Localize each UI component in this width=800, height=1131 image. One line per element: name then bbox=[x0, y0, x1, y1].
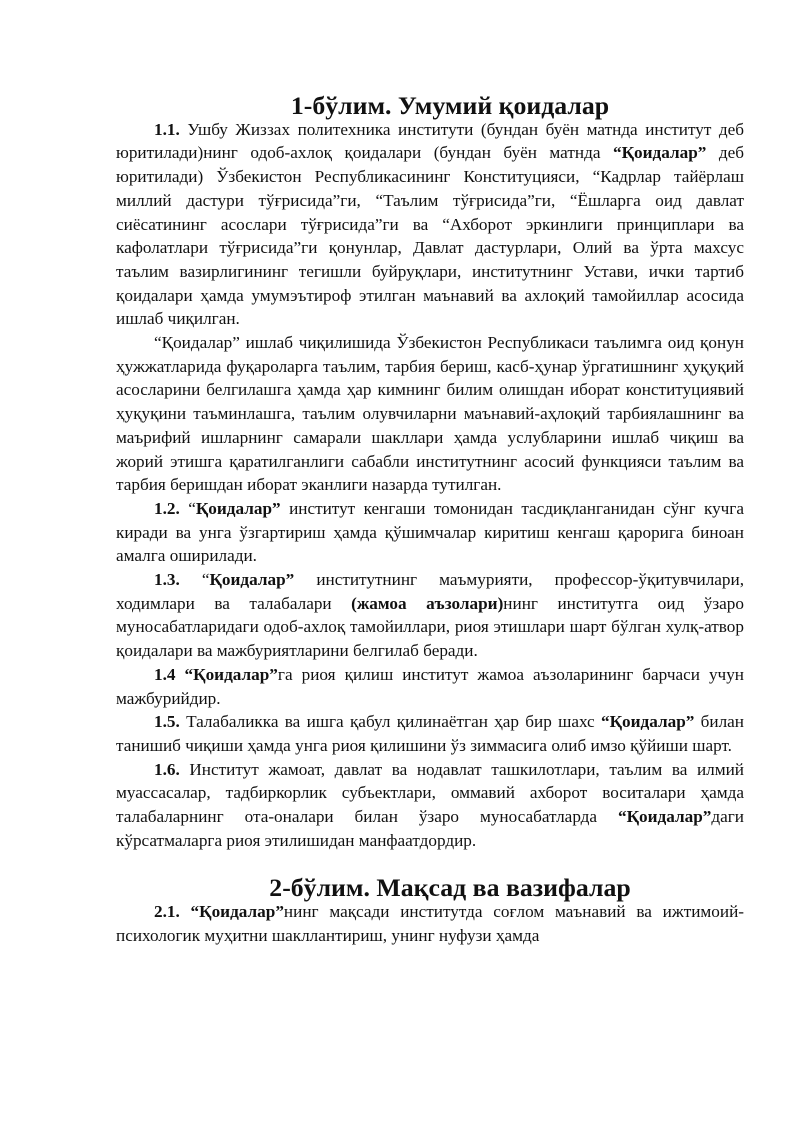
bold-text-segment: 1.4 “Қоидалар” bbox=[154, 664, 278, 684]
section-1-heading: 1-бўлим. Умумий қоидалар bbox=[290, 91, 610, 120]
text-segment: Институт жамоат, давлат ва нодавлат ташкилотлари, таълим ва илмий муассасалар, тадбиркорлик субъектлари, оммавий ахборот воситалари ҳамда талабаларнинг ота-оналари билан ўзаро муносабатларда bbox=[116, 759, 744, 827]
text-segment: билан танишиб чиқиши ҳамда унга риоя қилишини ўз зиммасига олиб имзо қўйиши шарт. bbox=[116, 712, 744, 755]
bold-text-segment: “Қоидалар” bbox=[617, 807, 712, 827]
text-segment: институт кенгаши томонидан тасдиқланганидан сўнг кучга киради ва унга ўзгартириш ҳамда қўшимчалар киритиш кенгаш қарорига биноан амалга оширилади. bbox=[116, 498, 744, 566]
text-segment: Талабаликка ва ишга қабул қилинаётган ҳар бир шахс bbox=[179, 712, 601, 732]
bold-text-segment: 1.5. bbox=[154, 712, 180, 732]
document-page bbox=[116, 91, 744, 947]
paragraph-1-3 bbox=[116, 568, 744, 663]
paragraph-1-4 bbox=[116, 663, 744, 710]
bold-text-segment: 1.3. bbox=[154, 570, 180, 590]
paragraph-1-2 bbox=[116, 497, 744, 568]
text-segment: институтнинг маъмурияти, профессор-ўқитувчилари, ходимлари ва талабалари bbox=[116, 570, 744, 613]
section-2-heading: 2-бўлим. Мақсад ва вазифалар bbox=[269, 873, 631, 903]
text-segment: деб юритилади) Ўзбекистон Республикасининг Конституцияси, “Кадрлар тайёрлаш миллий дастури тўғрисида”ги, “Таълим тўғрисида”ги, “Ёшларга оид давлат сиёсатининг асослари тўғрисида”ги ва “Ахборот эркинлиги принциплари ва кафолатлари тўғрисида”ги қонунлар, Давлат дастурлари, Олий ва ўрта махсус таълим вазирлигининг тегишли буйруқлари, институтнинг Устави, ички тартиб қоидалари ҳамда умумэътироф этилган маънавий ва ахлоқий тамойиллар асосида ишлаб чиқилган. bbox=[116, 143, 744, 329]
paragraph-1-5 bbox=[116, 710, 744, 757]
text-segment: Ушбу Жиззах политехника институти (бундан буён матнда институт деб юритилади)нинг одоб-ахлоқ қоидалари (бундан буён матнда bbox=[116, 119, 744, 163]
text-segment: “Қоидалар” ишлаб чиқилишида Ўзбекистон Республикаси таълимга оид қонун ҳужжатларида фуқароларга таълим, тарбия бериш, касб-ҳунар ўргатишнинг ҳуқуқий асосларини белгилашга ҳамда ҳар кимнинг билим олишдан иборат конституциявий ҳуқуқини таъминлашга, таълим олувчиларни маънавий-аҳлоқий тарбиялашнинг ва маърифий ишларнинг самарали шакллари ҳамда услубларини ишлаб чиқиш ва жорий этишга қаратилганлиги сабабли институтнинг асосий функцияси таълим ва тарбия беришдан иборат эканлиги назарда тутилган. bbox=[116, 333, 744, 495]
paragraph-2-1 bbox=[116, 900, 744, 947]
paragraph-1-1 bbox=[116, 118, 744, 331]
paragraph-1-6 bbox=[116, 758, 744, 853]
bold-text-segment: 2.1. “Қоидалар” bbox=[154, 901, 284, 921]
text-segment: “ bbox=[179, 498, 196, 518]
bold-text-segment: 1.6. bbox=[154, 759, 180, 779]
bold-text-segment: “Қоидалар” bbox=[612, 143, 707, 163]
text-segment: даги кўрсатмаларга риоя этилишидан манфаатдордир. bbox=[116, 807, 744, 850]
bold-text-segment: “Қоидалар” bbox=[600, 712, 695, 732]
text-segment: нинг институтга оид ўзаро муносабатларидаги одоб-ахлоқ тамойиллари, риоя этишлари шарт бўлган хулқ-атвор қоидалари ва мажбуриятларини белгилаб беради. bbox=[116, 593, 744, 661]
bold-text-segment: 1.2. bbox=[154, 498, 180, 518]
bold-text-segment: Қоидалар” bbox=[209, 570, 295, 590]
paragraph-1-1-continued bbox=[116, 331, 744, 497]
bold-text-segment: (жамоа аъзолари) bbox=[351, 593, 504, 613]
text-segment: нинг мақсади институтда соғлом маънавий ва ижтимоий-психологик муҳитни шакллантириш, унинг нуфузи ҳамда bbox=[116, 901, 744, 945]
section-1-body bbox=[116, 118, 744, 853]
bold-text-segment: Қоидалар” bbox=[195, 498, 281, 518]
text-segment: “ bbox=[179, 570, 210, 590]
text-segment: га риоя қилиш институт жамоа аъзоларининг барчаси учун мажбурийдир. bbox=[116, 664, 744, 708]
section-2-body bbox=[116, 900, 744, 947]
bold-text-segment: 1.1. bbox=[154, 119, 180, 139]
